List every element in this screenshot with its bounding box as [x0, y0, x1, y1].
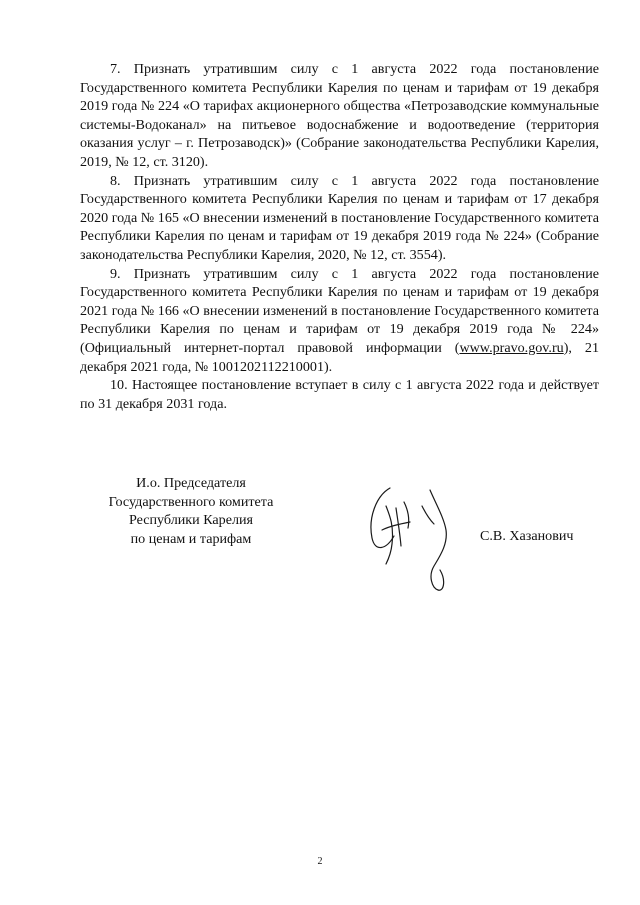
signer-name: С.В. Хазанович	[480, 528, 574, 544]
paragraph-9-text-start: 9. Признать утратившим силу с 1 августа 2022 года постановление Государственного комитета Республики Карелия по ценам и тарифам от 19 декабря 2021 года № 166 «О внесении изменений в постановление Государственного комитета Республики Карелия по ценам и тарифам от 19 декабря 2019 года № 224» (Официальный интернет-портал правовой информации (	[80, 265, 599, 356]
paragraph-10: 10. Настоящее постановление вступает в силу с 1 августа 2022 года и действует по 31 декабря 2031 года.	[80, 377, 599, 412]
signatory-title-line: по ценам и тарифам	[130, 530, 252, 547]
pravo-gov-link[interactable]: www.pravo.gov.ru	[459, 339, 564, 356]
signatory-title-line: И.о. Председателя	[136, 475, 246, 491]
signatory-title-line: Государственного комитета	[108, 493, 274, 510]
signatory-title-line: Республики Карелия	[128, 512, 254, 529]
document-body	[80, 60, 599, 413]
paragraph-9-text-end: ), 21 декабря 2021 года, № 1001202112210001).	[80, 339, 599, 375]
handwritten-signature	[360, 484, 460, 594]
paragraph-8: 8. Признать утратившим силу с 1 августа 2022 года постановление Государственного комитета Республики Карелия по ценам и тарифам от 17 декабря 2020 года № 165 «О внесении изменений в постановление Государственного комитета Республики Карелия по ценам и тарифам от 19 декабря 2019 года № 224» (Собрание законодательства Республики Карелия, 2020, № 12, ст. 3554).	[80, 172, 599, 263]
paragraph-9	[80, 265, 599, 377]
signatory-title-block	[96, 474, 286, 548]
paragraph-7: 7. Признать утратившим силу с 1 августа 2022 года постановление Государственного комитета Республики Карелия по ценам и тарифам от 19 декабря 2019 года № 224 «О тарифах акционерного общества «Петрозаводские коммунальные системы-Водоканал» на питьевое водоснабжение и водоотведение (территория оказания услуг – г. Петрозаводск)» (Собрание законодательства Республики Карелия, 2019, № 12, ст. 3120).	[80, 61, 599, 170]
page-number: 2	[317, 856, 323, 867]
